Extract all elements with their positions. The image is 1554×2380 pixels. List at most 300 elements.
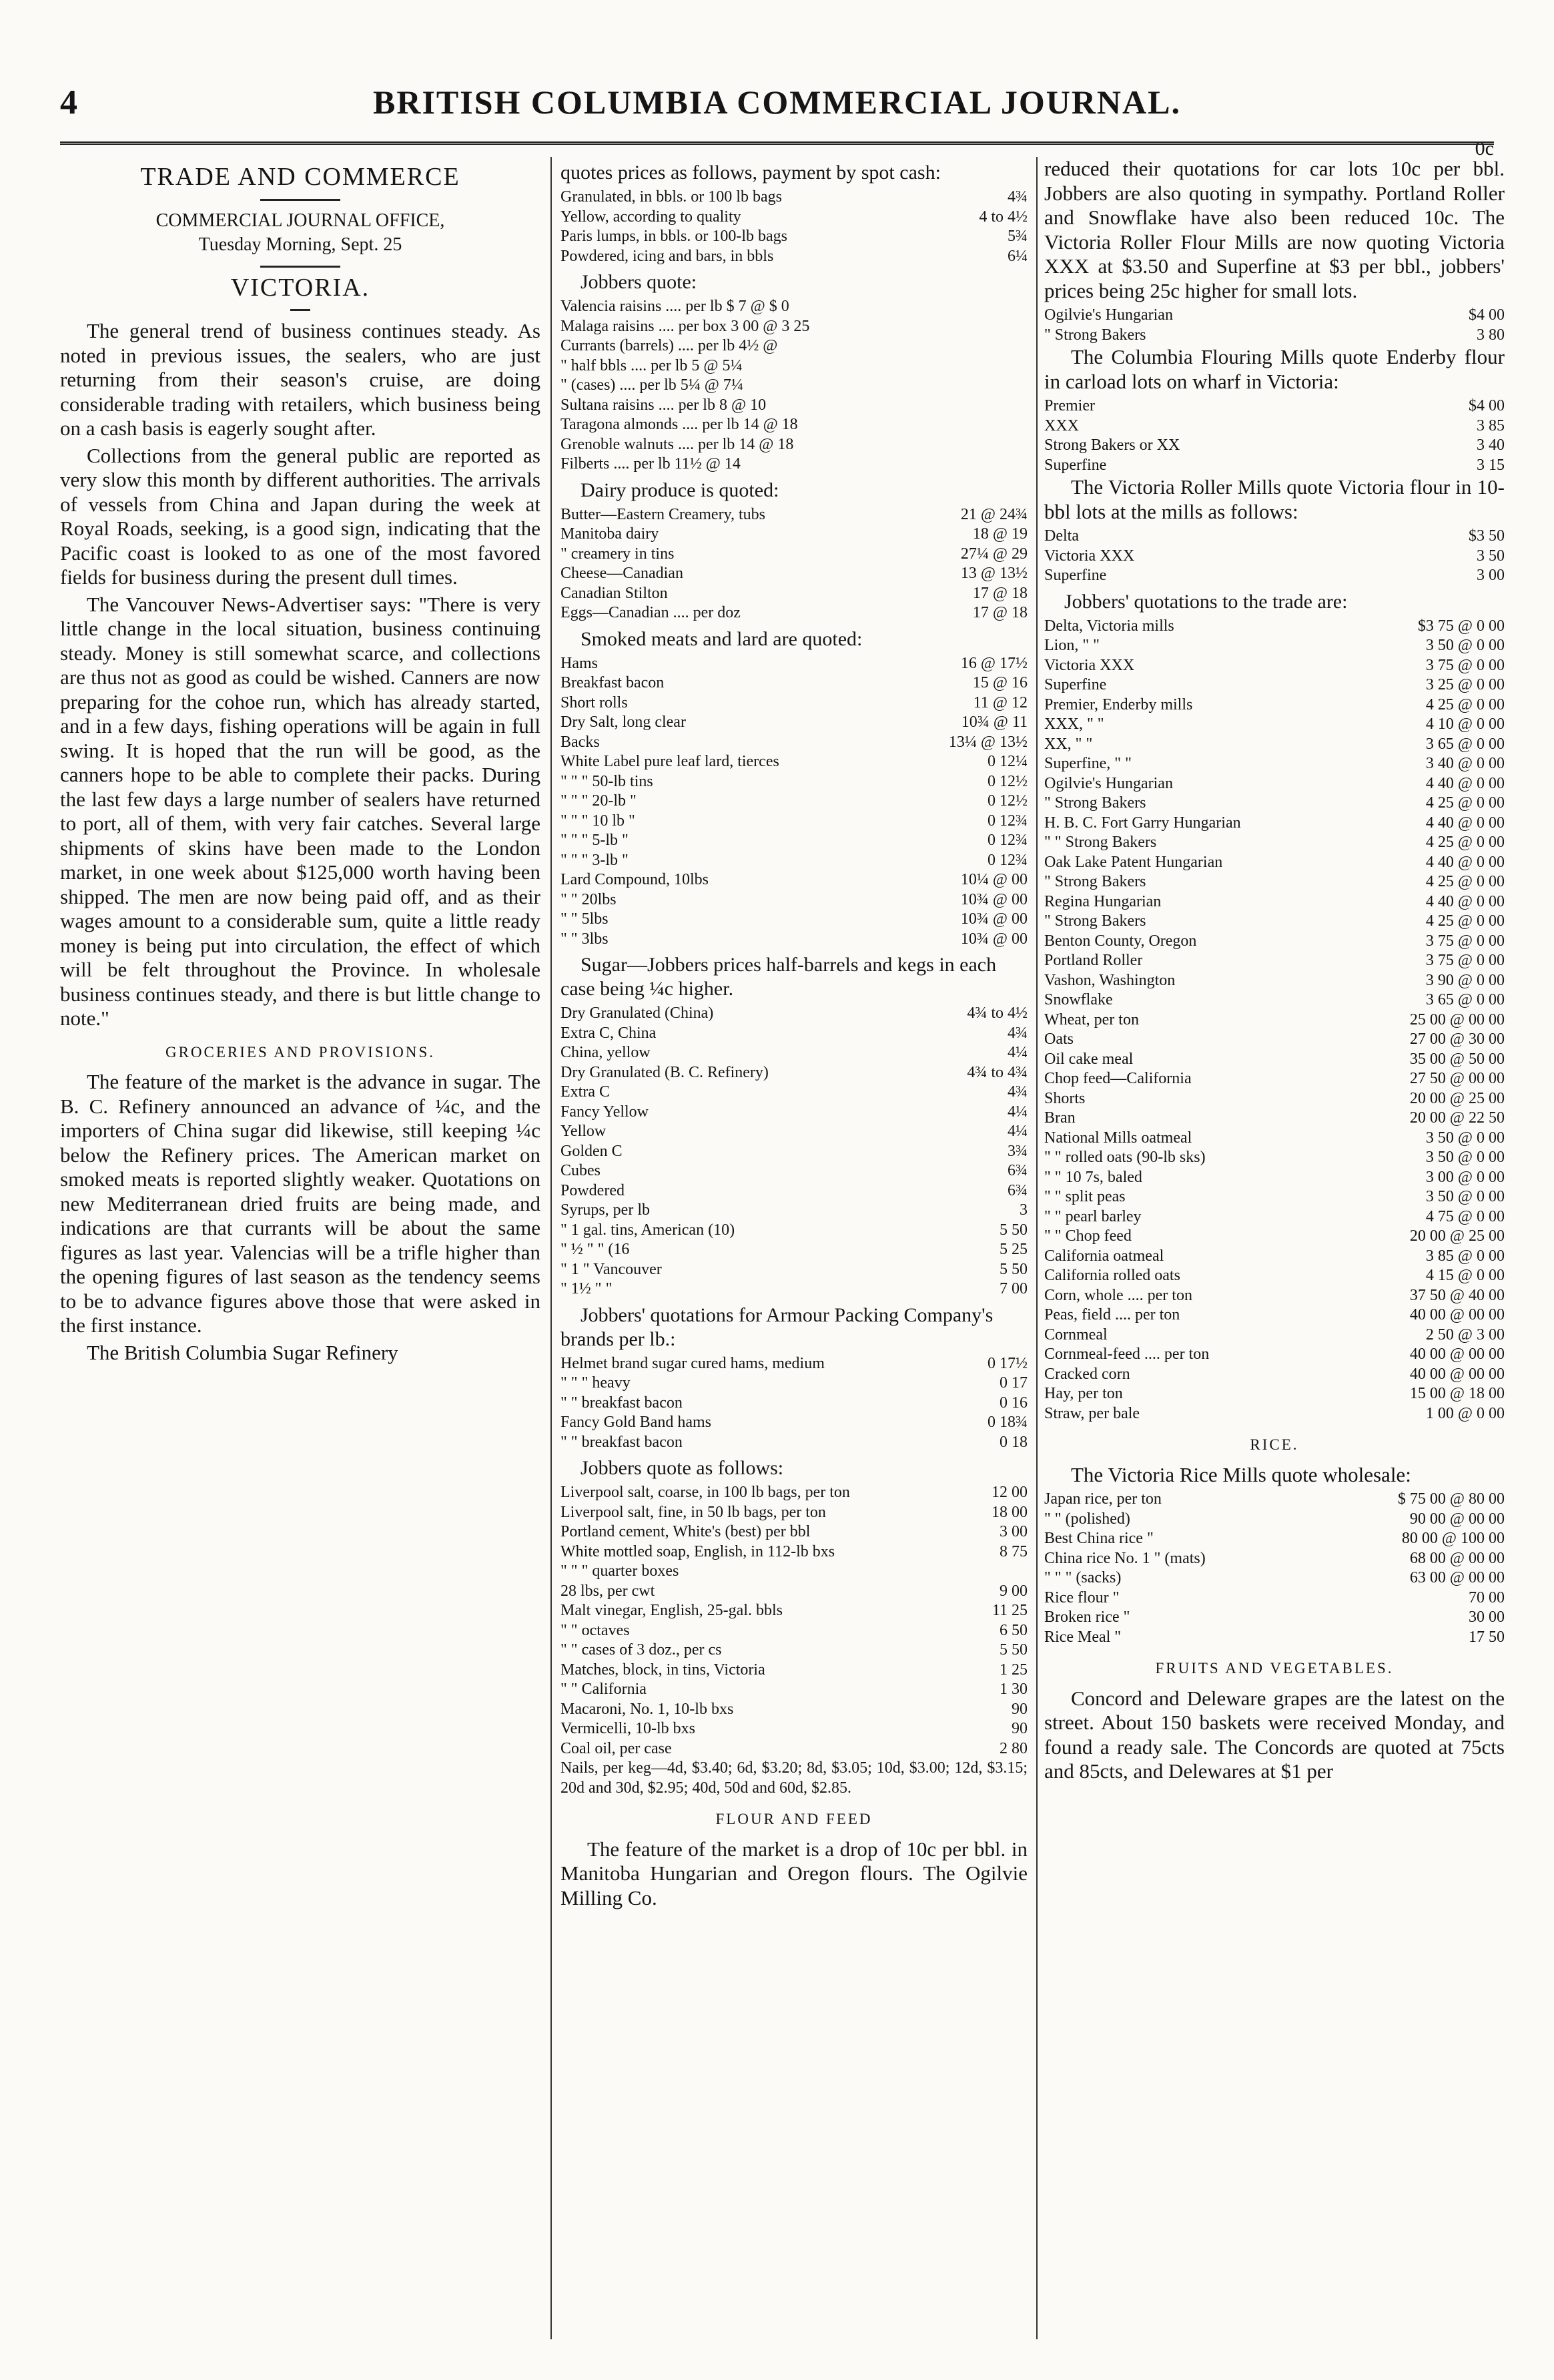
price-row (1044, 1286, 1505, 1306)
item-label: Portland cement, White's (best) per bbl (560, 1523, 811, 1540)
item-label: Vermicelli, 10-lb bxs (560, 1720, 695, 1737)
item-label: Strong Bakers or XX (1044, 436, 1180, 454)
item-label: Fancy Yellow (560, 1103, 649, 1121)
item-price: 4 25 @ 0 00 (1425, 873, 1505, 890)
item-label: Helmet brand sugar cured hams, medium (560, 1354, 825, 1372)
item-price: 3 90 @ 0 00 (1425, 971, 1505, 989)
item-price: 5 50 (1000, 1260, 1028, 1278)
paragraph: The Columbia Flouring Mills quote Enderby flour in carload lots on wharf in Victoria: (1044, 345, 1505, 393)
item-price: 2 80 (1000, 1739, 1028, 1757)
item-price: 4 25 @ 0 00 (1425, 695, 1505, 713)
item-price: 68 00 @ 00 00 (1409, 1549, 1505, 1567)
price-row (560, 654, 1028, 674)
price-row (560, 851, 1028, 871)
price-table (560, 1483, 1028, 1759)
item-price: 4 40 @ 0 00 (1425, 814, 1505, 832)
item-price: 4 25 @ 0 00 (1425, 834, 1505, 851)
column-separator (1036, 157, 1038, 2339)
price-row (560, 1582, 1028, 1602)
price-row (560, 247, 1028, 267)
price-row (560, 1542, 1028, 1562)
item-price: 18 00 (992, 1503, 1028, 1521)
item-price: 3 50 @ 0 00 (1425, 1188, 1505, 1205)
price-row (1044, 656, 1505, 676)
item-label: " " " 3-lb " (560, 851, 629, 869)
item-price: 10¼ @ 00 (960, 871, 1028, 888)
price-row (1044, 1384, 1505, 1404)
price-row (560, 1503, 1028, 1523)
item-label: " ½ " " (16 (560, 1241, 630, 1258)
item-price: 30 00 (1469, 1608, 1505, 1626)
item-price: 13¼ @ 13½ (948, 733, 1028, 751)
price-row (1044, 1365, 1505, 1385)
item-label: " " 10 7s, baled (1044, 1168, 1142, 1186)
item-label: " " " quarter boxes (560, 1562, 679, 1580)
price-row (1044, 436, 1505, 456)
price-table (560, 654, 1028, 950)
item-price: 3 00 (1000, 1523, 1028, 1540)
price-row (1044, 456, 1505, 476)
price-row (1044, 547, 1505, 567)
item-label: " " breakfast bacon (560, 1433, 683, 1451)
item-label: " " 5lbs (560, 910, 609, 928)
item-price: 40 00 @ 00 00 (1409, 1306, 1505, 1323)
price-row (1044, 735, 1505, 755)
price-row (1044, 715, 1505, 735)
item-price: 3 50 @ 0 00 (1425, 637, 1505, 654)
subhead: Jobbers quote as follows: (580, 1457, 784, 1479)
price-row (1044, 1588, 1505, 1608)
item-price: 1 30 (1000, 1681, 1028, 1698)
item-label: Corn, whole .... per ton (1044, 1286, 1192, 1304)
item-label: Cubes (560, 1162, 601, 1179)
item-price: 6¼ (1008, 247, 1028, 265)
price-row (1044, 1069, 1505, 1089)
price-row (1044, 326, 1505, 346)
price-row (1044, 1266, 1505, 1286)
price-row (560, 1161, 1028, 1181)
price-row (1044, 932, 1505, 952)
item-label: Filberts .... per lb 11½ @ 14 (560, 455, 741, 473)
item-label: Lion, " " (1044, 637, 1100, 654)
item-label: Golden C (560, 1142, 623, 1160)
item-price: 4 15 @ 0 00 (1425, 1267, 1505, 1284)
price-row (560, 227, 1028, 247)
item-label: " " " (sacks) (1044, 1569, 1122, 1586)
price-row (1044, 566, 1505, 586)
price-row (1044, 1608, 1505, 1628)
item-label: " " " 10 lb " (560, 812, 635, 830)
paragraph: The British Columbia Sugar Refinery (87, 1340, 398, 1364)
price-row (1044, 675, 1505, 695)
item-label: Butter—Eastern Creamery, tubs (560, 505, 766, 523)
item-label: Eggs—Canadian .... per doz (560, 604, 741, 621)
item-label: " " " 20-lb " (560, 792, 637, 810)
item-label: " " Strong Bakers (1044, 834, 1157, 851)
price-table (1044, 527, 1505, 586)
item-price: 3 75 @ 0 00 (1425, 932, 1505, 950)
price-table (1044, 1490, 1505, 1647)
item-price: 27 00 @ 30 00 (1409, 1030, 1505, 1048)
item-label: Malt vinegar, English, 25-gal. bbls (560, 1602, 783, 1619)
price-row (560, 1374, 1028, 1394)
item-price: 3 50 (1477, 547, 1505, 565)
price-row (1044, 853, 1505, 873)
item-label: " Strong Bakers (1044, 794, 1146, 812)
item-price: 9 00 (1000, 1582, 1028, 1600)
item-label: Rice Meal " (1044, 1628, 1122, 1646)
price-row (560, 1181, 1028, 1201)
price-row (560, 356, 1028, 376)
item-label: " Strong Bakers (1044, 873, 1146, 890)
price-row (560, 1063, 1028, 1083)
item-price: 4 40 @ 0 00 (1425, 774, 1505, 792)
item-price: 63 00 @ 00 00 (1409, 1569, 1505, 1586)
item-label: " " California (560, 1681, 647, 1698)
item-label: Cornmeal (1044, 1325, 1108, 1344)
price-row (1044, 814, 1505, 834)
item-price: 17 @ 18 (972, 584, 1028, 602)
dateline: Tuesday Morning, Sept. 25 (198, 234, 402, 255)
item-label: Manitoba dairy (560, 525, 659, 543)
price-row (560, 1083, 1028, 1103)
item-label: " Strong Bakers (1044, 912, 1146, 930)
item-price: 0 17 (1000, 1374, 1028, 1392)
item-label: Premier (1044, 397, 1095, 414)
item-label: " " 3lbs (560, 930, 609, 948)
item-price: 18 @ 19 (972, 525, 1028, 543)
item-price: 21 @ 24¾ (960, 505, 1028, 523)
price-row (1044, 1050, 1505, 1070)
item-label: XX, " " (1044, 735, 1093, 753)
item-label: Superfine (1044, 456, 1107, 474)
item-label: Ogilvie's Hungarian (1044, 774, 1173, 792)
item-price: 0 18 (1000, 1433, 1028, 1451)
price-row (1044, 1227, 1505, 1247)
price-row (560, 1641, 1028, 1661)
subhead: Jobbers quote: (580, 271, 697, 293)
item-price: 6¾ (1008, 1162, 1028, 1179)
price-row (1044, 1010, 1505, 1030)
item-label: Backs (560, 733, 600, 751)
price-row (560, 1700, 1028, 1720)
item-label: Yellow (560, 1123, 607, 1140)
price-row (1044, 1510, 1505, 1530)
price-row (560, 1719, 1028, 1739)
journal-title: BRITISH COLUMBIA COMMERCIAL JOURNAL. (372, 83, 1181, 121)
item-label: Oak Lake Patent Hungarian (1044, 853, 1223, 871)
item-label: Cornmeal-feed .... per ton (1044, 1346, 1210, 1363)
item-label: Breakfast bacon (560, 674, 665, 691)
item-price: 25 00 @ 00 00 (1409, 1010, 1505, 1028)
item-label: China, yellow (560, 1044, 651, 1061)
item-label: Shorts (1044, 1089, 1086, 1107)
item-price: 17 50 (1469, 1628, 1505, 1646)
column-2 (560, 157, 1028, 2339)
item-price: 1 00 @ 0 00 (1425, 1404, 1505, 1422)
item-price: 20 00 @ 25 00 (1409, 1227, 1505, 1245)
price-row (560, 545, 1028, 565)
item-label: " " " heavy (560, 1374, 631, 1392)
item-label: Bran (1044, 1109, 1076, 1127)
item-label: " 1 " Vancouver (560, 1260, 662, 1278)
price-row (560, 297, 1028, 317)
price-row (560, 188, 1028, 208)
price-row (560, 455, 1028, 475)
price-row (560, 1201, 1028, 1221)
item-label: White Label pure leaf lard, tierces (560, 753, 779, 770)
item-price: 15 @ 16 (972, 674, 1028, 691)
item-label: Portland Roller (1044, 952, 1143, 969)
price-row (1044, 774, 1505, 794)
item-label: Ogilvie's Hungarian (1044, 306, 1173, 324)
price-row (1044, 971, 1505, 991)
price-row (1044, 1404, 1505, 1424)
price-row (560, 870, 1028, 890)
price-row (560, 1433, 1028, 1453)
price-row (560, 415, 1028, 435)
item-label: Lard Compound, 10lbs (560, 871, 709, 888)
item-price: 27 50 @ 00 00 (1409, 1070, 1505, 1087)
item-label: " 1½ " " (560, 1280, 613, 1297)
item-label: Superfine (1044, 567, 1107, 584)
price-table (560, 1004, 1028, 1299)
subheading: GROCERIES AND PROVISIONS. (165, 1043, 436, 1061)
item-price: 3 85 (1477, 416, 1505, 434)
item-price: 90 00 @ 00 00 (1409, 1510, 1505, 1528)
price-row (560, 890, 1028, 910)
item-price: 90 (1012, 1700, 1028, 1718)
price-row (1044, 527, 1505, 547)
divider (290, 309, 310, 311)
item-price: 4 40 @ 0 00 (1425, 853, 1505, 871)
item-label: Benton County, Oregon (1044, 932, 1197, 950)
price-table (560, 188, 1028, 266)
item-price: 0 12¾ (988, 851, 1028, 869)
item-price: 20 00 @ 22 50 (1409, 1109, 1505, 1127)
item-label: Japan rice, per ton (1044, 1490, 1162, 1508)
price-row (1044, 1168, 1505, 1188)
subhead: Jobbers' quotations for Armour Packing Company's brands per lb.: (560, 1303, 994, 1350)
item-label: " creamery in tins (560, 545, 675, 563)
item-label: Powdered (560, 1181, 625, 1199)
item-price: 3 40 @ 0 00 (1425, 755, 1505, 772)
item-price: 6¾ (1008, 1181, 1028, 1199)
item-price: 3 (1020, 1201, 1028, 1219)
subhead: Smoked meats and lard are quoted: (580, 627, 863, 650)
paragraphs (60, 1070, 540, 1365)
item-price: 4¾ (1008, 1083, 1028, 1101)
item-price: 5 50 (1000, 1221, 1028, 1239)
price-row (560, 831, 1028, 851)
price-row (1044, 892, 1505, 912)
subheading: FLOUR AND FEED (715, 1811, 873, 1827)
item-price: $4 00 (1469, 306, 1505, 324)
item-label: " " (polished) (1044, 1510, 1130, 1528)
city-heading: VICTORIA. (230, 273, 370, 302)
item-price: 3 00 @ 0 00 (1425, 1168, 1505, 1186)
item-price: 4 40 @ 0 00 (1425, 892, 1505, 910)
item-label: XXX (1044, 416, 1079, 434)
item-label: H. B. C. Fort Garry Hungarian (1044, 814, 1241, 832)
subhead: Jobbers' quotations to the trade are: (1064, 590, 1348, 613)
price-row (560, 1004, 1028, 1024)
column-separator (550, 157, 552, 2339)
item-price: 90 (1012, 1720, 1028, 1737)
item-price: 4¾ to 4¾ (967, 1063, 1028, 1081)
item-label: " " breakfast bacon (560, 1394, 683, 1412)
price-row (1044, 1187, 1505, 1207)
item-label: Peas, field .... per ton (1044, 1306, 1180, 1323)
item-label: Hay, per ton (1044, 1385, 1123, 1402)
item-label: Sultana raisins .... per lb 8 @ 10 (560, 396, 767, 414)
divider (260, 266, 340, 268)
item-label: Delta (1044, 527, 1079, 545)
price-row (1044, 990, 1505, 1010)
item-price: 3 65 @ 0 00 (1425, 735, 1505, 753)
item-price: $ 75 00 @ 80 00 (1397, 1490, 1505, 1508)
item-price: 0 12¼ (988, 753, 1028, 770)
item-price: 35 00 @ 50 00 (1409, 1050, 1505, 1068)
item-label: XXX, " " (1044, 715, 1104, 733)
item-label: Straw, per bale (1044, 1404, 1140, 1422)
price-row (1044, 636, 1505, 656)
price-row (1044, 1568, 1505, 1588)
item-label: 28 lbs, per cwt (560, 1582, 655, 1600)
item-price: 16 @ 17½ (960, 654, 1028, 672)
item-price: 12 00 (992, 1484, 1028, 1501)
item-label: Extra C (560, 1083, 610, 1101)
item-label: " " octaves (560, 1621, 630, 1639)
item-price: 4¼ (1008, 1044, 1028, 1061)
item-label: " Strong Bakers (1044, 326, 1146, 344)
price-row (1044, 1529, 1505, 1549)
item-price: 5 50 (1000, 1641, 1028, 1659)
item-label: Currants (barrels) .... per lb 4½ @ (560, 337, 778, 354)
item-price: 7 00 (1000, 1280, 1028, 1297)
price-row (1044, 951, 1505, 971)
item-label: Fancy Gold Band hams (560, 1414, 711, 1431)
item-label: Snowflake (1044, 991, 1113, 1008)
price-row (1044, 1089, 1505, 1109)
item-price: 4¾ (1008, 188, 1028, 206)
price-row (560, 603, 1028, 623)
item-price: 20 00 @ 25 00 (1409, 1089, 1505, 1107)
item-label: Delta, Victoria mills (1044, 617, 1174, 635)
item-price: 4¾ to 4½ (967, 1004, 1028, 1022)
paragraph: The Victoria Rice Mills quote wholesale: (1071, 1462, 1411, 1486)
price-row (1044, 1345, 1505, 1365)
item-price: 27¼ @ 29 (960, 545, 1028, 563)
item-price: 8 75 (1000, 1542, 1028, 1560)
price-row (1044, 754, 1505, 774)
item-label: Valencia raisins .... per lb $ 7 @ $ 0 (560, 298, 789, 315)
price-row (560, 1621, 1028, 1641)
item-price: 0 12½ (988, 772, 1028, 790)
item-label: Granulated, in bbls. or 100 lb bags (560, 188, 782, 206)
paragraph: Concord and Deleware grapes are the latest on the street. About 150 baskets were received Monday, and found a ready sale. The Concords are quoted at 75cts and 85cts, and Delewares at $1 per (1044, 1686, 1505, 1783)
item-label: Superfine, " " (1044, 755, 1132, 772)
item-price: 10¾ @ 00 (960, 930, 1028, 948)
price-row (560, 1024, 1028, 1044)
item-label: Dry Granulated (B. C. Refinery) (560, 1063, 769, 1081)
item-price: 3 50 @ 0 00 (1425, 1129, 1505, 1147)
item-label: " " cases of 3 doz., per cs (560, 1641, 722, 1659)
item-price: 0 17½ (988, 1354, 1028, 1372)
item-price: 40 00 @ 00 00 (1409, 1365, 1505, 1383)
price-row (560, 1562, 1028, 1582)
price-row (560, 1661, 1028, 1681)
price-row (560, 1279, 1028, 1299)
price-row (1044, 833, 1505, 853)
page-header (60, 79, 1494, 160)
item-label: California rolled oats (1044, 1267, 1180, 1284)
item-label: Cracked corn (1044, 1365, 1130, 1383)
item-price: $4 00 (1469, 397, 1505, 414)
item-label: Syrups, per lb (560, 1201, 650, 1219)
item-price: 0 16 (1000, 1394, 1028, 1412)
item-label: Premier, Enderby mills (1044, 695, 1193, 713)
item-price: 4 10 @ 0 00 (1425, 715, 1505, 733)
subhead: Sugar—Jobbers prices half-barrels and kegs in each case being ¼c higher. (560, 954, 997, 1000)
item-price: 4¾ (1008, 1024, 1028, 1042)
item-label: Victoria XXX (1044, 547, 1135, 565)
item-label: " " Chop feed (1044, 1227, 1132, 1245)
intro-text: quotes prices as follows, payment by spot cash: (560, 162, 941, 184)
price-row (560, 396, 1028, 416)
price-table (560, 297, 1028, 475)
item-label: Dry Salt, long clear (560, 713, 686, 731)
item-label: Wheat, per ton (1044, 1010, 1139, 1028)
column-3 (1044, 157, 1505, 2339)
price-row (1044, 1628, 1505, 1648)
price-row (560, 1260, 1028, 1280)
price-row (560, 336, 1028, 356)
price-row (560, 505, 1028, 525)
price-row (560, 772, 1028, 792)
item-price: 3 40 (1477, 436, 1505, 454)
office-line: COMMERCIAL JOURNAL OFFICE, (155, 210, 445, 231)
top-right-fragment: 0c (1475, 137, 1494, 160)
item-label: Taragona almonds .... per lb 14 @ 18 (560, 416, 798, 433)
price-row (560, 1739, 1028, 1759)
price-row (1044, 1305, 1505, 1325)
price-row (560, 693, 1028, 713)
item-price: 40 00 @ 00 00 (1409, 1346, 1505, 1363)
item-label: " (cases) .... per lb 5¼ @ 7¼ (560, 376, 743, 394)
price-row (560, 752, 1028, 772)
item-label: " " pearl barley (1044, 1207, 1142, 1225)
price-row (1044, 912, 1505, 932)
price-row (560, 673, 1028, 693)
item-label: " " rolled oats (90-lb sks) (1044, 1149, 1206, 1166)
item-price: 3 65 @ 0 00 (1425, 991, 1505, 1008)
price-table (1044, 617, 1505, 1424)
item-label: Short rolls (560, 693, 628, 711)
price-row (560, 1394, 1028, 1414)
item-price: 0 12¾ (988, 812, 1028, 830)
paragraph: Collections from the general public are reported as very slow this month by different authorities. The arrivals of vessels from China and Japan during the week at Royal Roads, seeking, is a good sign, indicating that the Pacific coast is looked to as one of the most favored fields for business during the present dull times. (60, 443, 540, 589)
paragraph: The general trend of business continues steady. As noted in previous issues, the sealers, who are just returning from their season's cruise, are doing considerable trading with retailers, which business being on a cash basis is eagerly sought after. (60, 319, 540, 440)
item-price: 17 @ 18 (972, 604, 1028, 621)
item-label: Malaga raisins .... per box 3 00 @ 3 25 (560, 317, 810, 335)
item-label: Grenoble walnuts .... per lb 14 @ 18 (560, 435, 794, 453)
item-price: 3 25 @ 0 00 (1425, 676, 1505, 693)
item-price: $3 50 (1469, 527, 1505, 545)
item-label: California oatmeal (1044, 1247, 1164, 1265)
item-label: Hams (560, 654, 598, 672)
item-price: 3 15 (1477, 456, 1505, 474)
